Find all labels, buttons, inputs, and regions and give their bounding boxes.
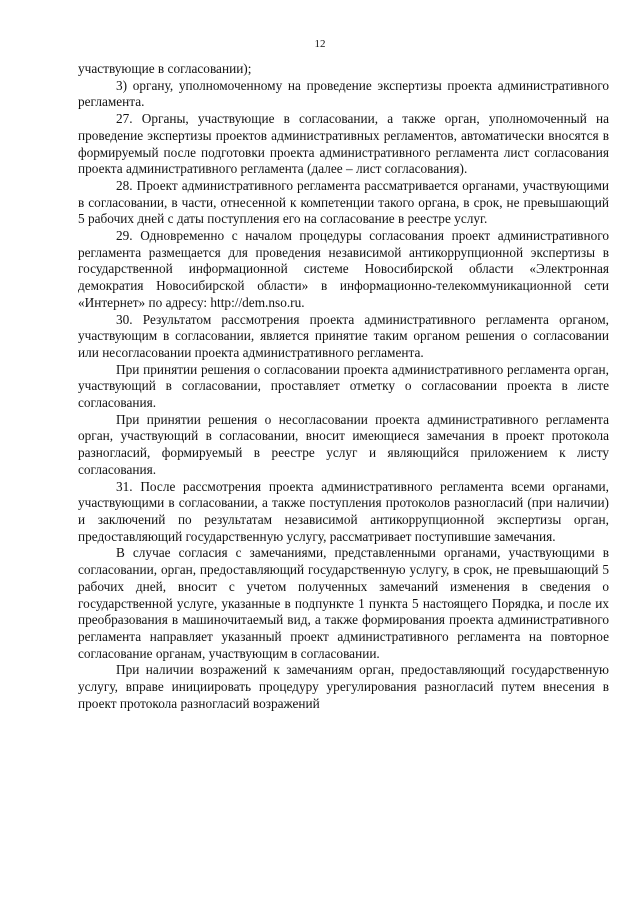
paragraph-31: 31. После рассмотрения проекта административного регламента всеми органами, участвующими в согласовании, а также поступления протоколов разногласий (при наличии) и заключений по результатам независимой антикоррупционной экспертизы орган, предоставляющий государственную услугу, рассматривает поступившие замечания.: [78, 478, 609, 544]
page-number: 12: [314, 38, 326, 50]
paragraph-30: 30. Результатом рассмотрения проекта административного регламента органом, участвующим в согласовании, является принятие таким органом решения о согласовании или несогласовании проекта административного регламента.: [78, 311, 609, 360]
paragraph-30-disapproval: При принятии решения о несогласовании проекта административного регламента орган, участвующий в согласовании, вносит имеющиеся замечания в проект протокола разногласий, формируемый в реестре услуг и являющийся приложением к листу согласования.: [78, 411, 609, 477]
paragraph-29: 29. Одновременно с началом процедуры согласования проект административного регламента размещается для проведения независимой антикоррупционной экспертизы в государственной информационной системе Новосибирской области «Электронная демократия Новосибирской области» в информационно-телекоммуникационной сети «Интернет» по адресу: http://dem.nso.ru.: [78, 228, 609, 310]
paragraph-31-agreement: В случае согласия с замечаниями, представленными органами, участвующими в согласовании, орган, предоставляющий государственную услугу, в срок, не превышающий 5 рабочих дней, вносит с учетом полученных замечаний изменения в сведения о государственной услуге, указанные в подпункте 1 пункта 5 настоящего Порядка, и после их преобразования в машиночитаемый вид, а также формирования проекта административного регламента направляет указанный проект административного регламента на повторное согласование органам, участвующим в согласовании.: [78, 545, 609, 661]
paragraph-27: 27. Органы, участвующие в согласовании, а также орган, уполномоченный на проведение экспертизы проектов административных регламентов, автоматически вносятся в формируемый после подготовки проекта административного регламента лист согласования проекта административного регламента (далее – лист согласования).: [78, 111, 609, 177]
document-body: [78, 61, 609, 712]
paragraph-28: 28. Проект административного регламента рассматривается органами, участвующими в согласовании, в части, отнесенной к компетенции такого органа, в срок, не превышающий 5 рабочих дней с даты поступления его на согласование в реестре услуг.: [78, 177, 609, 227]
paragraph-31-objections: При наличии возражений к замечаниям орган, предоставляющий государственную услугу, вправе инициировать процедуру урегулирования разногласий путем внесения в проект протокола разногласий возражений: [78, 662, 609, 711]
paragraph-30-approval: При принятии решения о согласовании проекта административного регламента орган, участвующий в согласовании, проставляет отметку о согласовании проекта в листе согласования.: [78, 361, 609, 411]
paragraph-item-3: 3) органу, уполномоченному на проведение экспертизы проекта административного регламента.: [78, 77, 609, 110]
paragraph-continuation: участвующие в согласовании);: [78, 61, 252, 76]
